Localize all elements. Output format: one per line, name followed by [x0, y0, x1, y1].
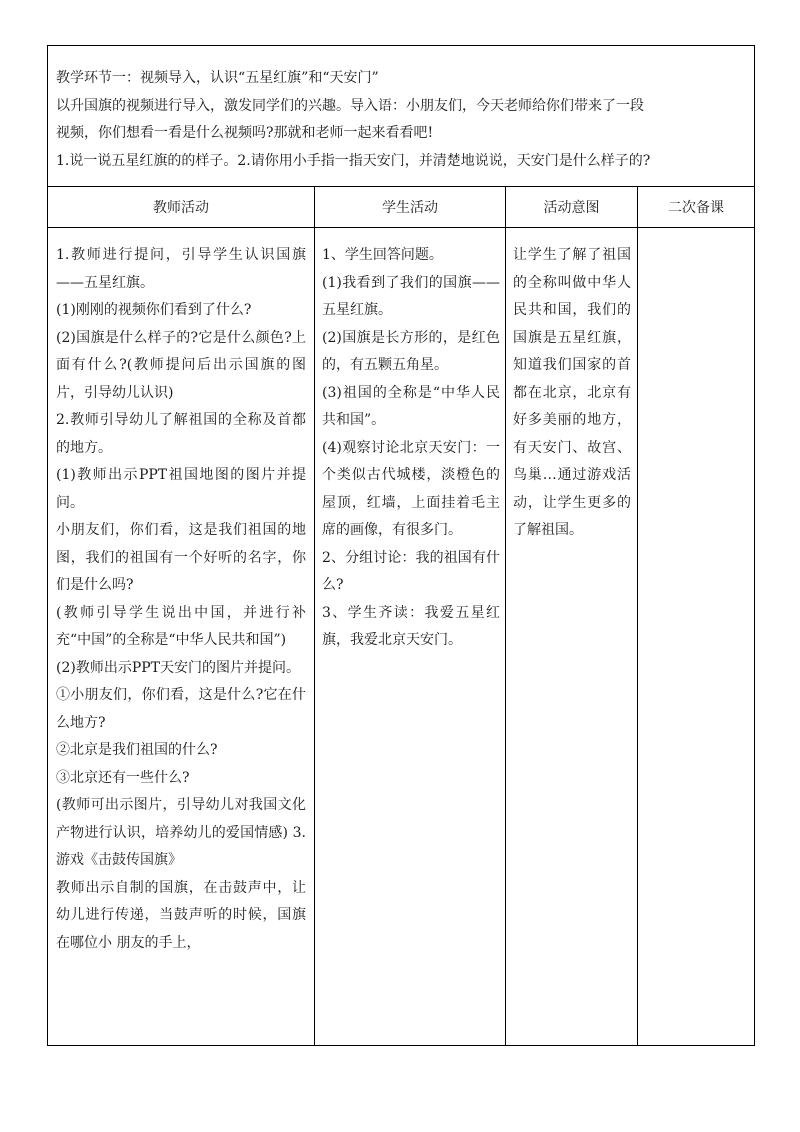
lesson-plan-table — [47, 45, 755, 1046]
teacher-paragraph: 2.教师引导幼儿了解祖国的全称及首都的地方。 — [56, 412, 306, 456]
intro-section-title: 教学环节一：视频导入，认识“五星红旗”和“天安门” — [56, 70, 379, 86]
student-paragraph: (1)我看到了我们的国旗——五星红旗。 — [322, 274, 500, 318]
student-paragraph: (4)观察讨论北京天安门：一个类似古代城楼，淡橙色的屋顶，红墙，上面挂着毛主席的画像，有很多门。 — [322, 439, 500, 538]
header-activity-intent: 活动意图 — [506, 187, 638, 228]
teacher-paragraph: 1.教师进行提问，引导学生认识国旗——五星红旗。 — [56, 247, 306, 291]
intent-paragraph: 让学生了解了祖国的全称叫做中华人民共和国，我们的国旗是五星红旗，知道我们国家的首都在北京，北京有好多美丽的地方，有天安门、故宫、鸟巢…通过游戏活动，让学生更多的了解祖国。 — [513, 247, 631, 538]
intro-cell — [48, 46, 755, 187]
teacher-paragraph: 教师出示自制的国旗，在击鼓声中，让幼儿进行传递，当鼓声听的时候，国旗在哪位小 朋友的手上， — [56, 879, 306, 951]
teacher-paragraph: (2)国旗是什么样子的?它是什么颜色?上面有什么?(教师提问后出示国旗的图片，引导幼儿认识) — [56, 329, 306, 401]
teacher-paragraph: (教师引导学生说出中国，并进行补充“中国”的全称是“中华人民共和国”) — [56, 604, 306, 648]
intro-paragraph-line: 视频，你们想看一看是什么视频吗?那就和老师一起来看看吧! — [56, 125, 434, 141]
student-paragraph: 3、学生齐读：我爱五星红旗，我爱北京天安门。 — [322, 604, 500, 648]
intro-paragraph-line: 以升国旗的视频进行导入，激发同学们的兴趣。导入语：小朋友们，今天老师给你们带来了一段 — [56, 97, 644, 114]
header-student-activity: 学生活动 — [315, 187, 506, 228]
teacher-paragraph: 小朋友们，你们看，这是我们祖国的地图，我们的祖国有一个好听的名字，你们是什么吗? — [56, 522, 306, 593]
header-teacher-activity: 教师活动 — [48, 187, 315, 228]
student-activity-cell — [315, 228, 506, 1046]
teacher-paragraph: ②北京是我们祖国的什么? — [56, 742, 218, 758]
teacher-paragraph: ①小朋友们，你们看，这是什么?它在什么地方? — [56, 687, 306, 731]
teacher-paragraph: (1)教师出示PPT祖国地图的图片并提问。 — [56, 467, 306, 511]
teacher-paragraph: (2)教师出示PPT天安门的图片并提问。 — [56, 659, 301, 676]
activity-intent-cell — [506, 228, 638, 1046]
teacher-paragraph: ③北京还有一些什么? — [56, 769, 190, 786]
header-secondary-prep: 二次备课 — [638, 187, 755, 228]
student-paragraph: 1、学生回答问题。 — [322, 247, 443, 263]
student-paragraph: (3)祖国的全称是“中华人民共和国”。 — [322, 384, 500, 428]
teacher-paragraph: (1)刚刚的视频你们看到了什么? — [56, 302, 252, 318]
teacher-paragraph: (教师可出示图片，引导幼儿对我国文化产物进行认识，培养幼儿的爱国情感) 3.游戏《击鼓传国旗》 — [56, 797, 306, 868]
teacher-activity-cell — [48, 228, 315, 1046]
student-paragraph: 2、分组讨论：我的祖国有什么? — [322, 549, 500, 593]
intro-task-line: 1.说一说五星红旗的的样子。2.请你用小手指一指天安门，并清楚地说说，天安门是什么样子的? — [56, 152, 651, 169]
student-paragraph: (2)国旗是长方形的，是红色的，有五颗五角星。 — [322, 329, 500, 373]
secondary-prep-cell — [638, 228, 755, 1046]
